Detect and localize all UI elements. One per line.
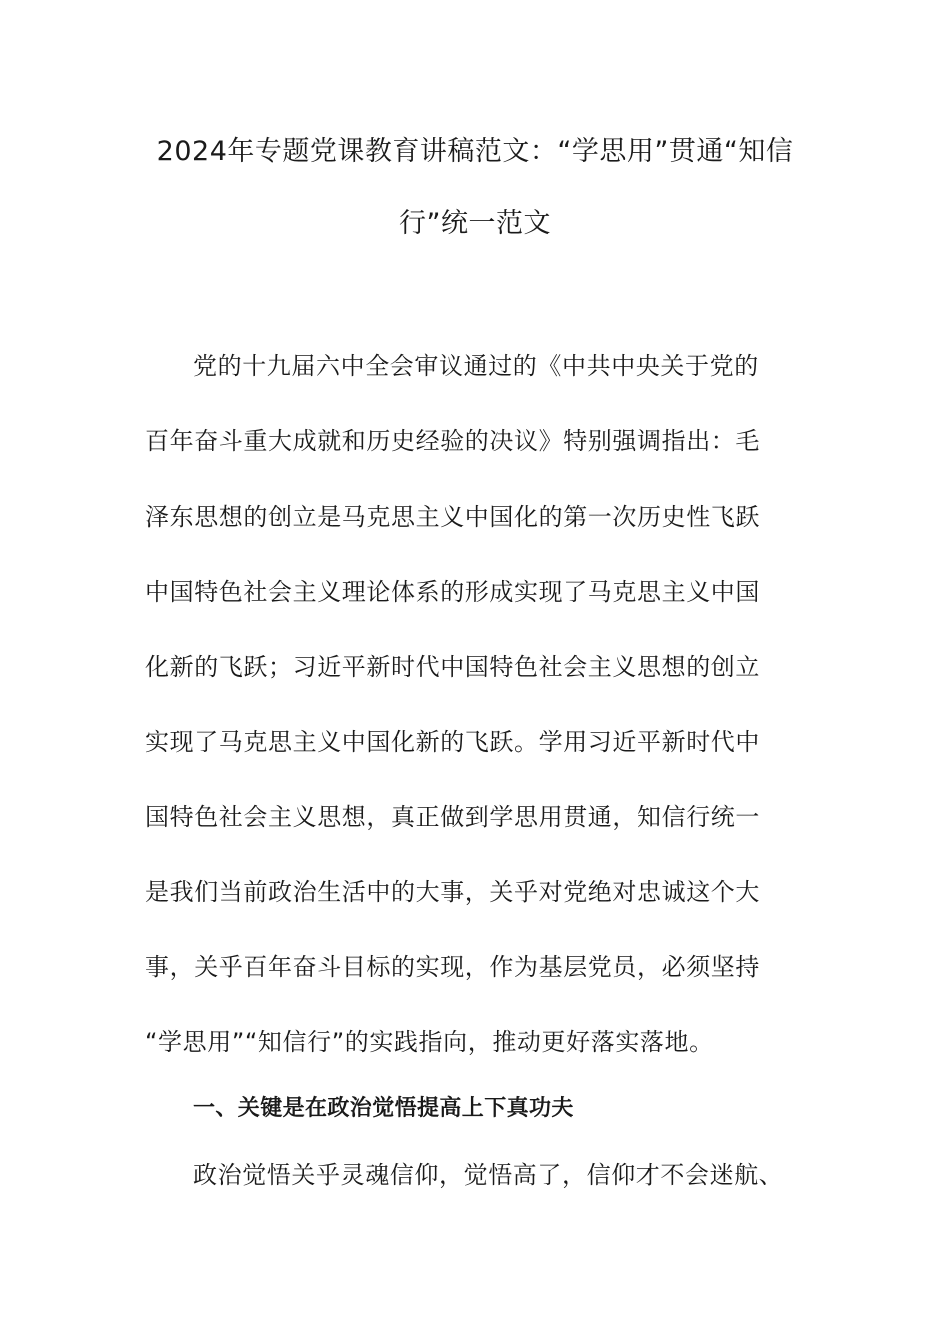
paragraph-1-line-10: “学思用”“知信行”的实践指向，推动更好落实落地。 — [145, 1028, 714, 1056]
paragraph-1-line-3: 泽东思想的创立是马克思主义中国化的第一次历史性飞跃 — [145, 503, 760, 531]
paragraph-1-line-4: 中国特色社会主义理论体系的形成实现了马克思主义中国 — [145, 578, 760, 606]
section-1-heading: 一、关键是在政治觉悟提高上下真功夫 — [193, 1096, 574, 1121]
document-title-line-1: 2024年专题党课教育讲稿范文：“学思用”贯通“知信 — [156, 136, 794, 167]
paragraph-1-line-7: 国特色社会主义思想，真正做到学思用贯通，知信行统一 — [145, 803, 760, 831]
paragraph-1-line-9: 事，关乎百年奋斗目标的实现，作为基层党员，必须坚持 — [145, 953, 760, 981]
paragraph-1-line-1: 党的十九届六中全会审议通过的《中共中央关于党的 — [193, 352, 759, 380]
paragraph-1-line-2: 百年奋斗重大成就和历史经验的决议》特别强调指出：毛 — [145, 427, 760, 455]
paragraph-1-line-6: 实现了马克思主义中国化新的飞跃。学用习近平新时代中 — [145, 728, 760, 756]
paragraph-2-line-1: 政治觉悟关乎灵魂信仰，觉悟高了，信仰才不会迷航、 — [193, 1161, 784, 1189]
paragraph-1-line-8: 是我们当前政治生活中的大事，关乎对党绝对忠诚这个大 — [145, 878, 760, 906]
paragraph-1-line-5: 化新的飞跃；习近平新时代中国特色社会主义思想的创立 — [145, 653, 760, 681]
document-title-line-2: 行”统一范文 — [399, 208, 551, 239]
